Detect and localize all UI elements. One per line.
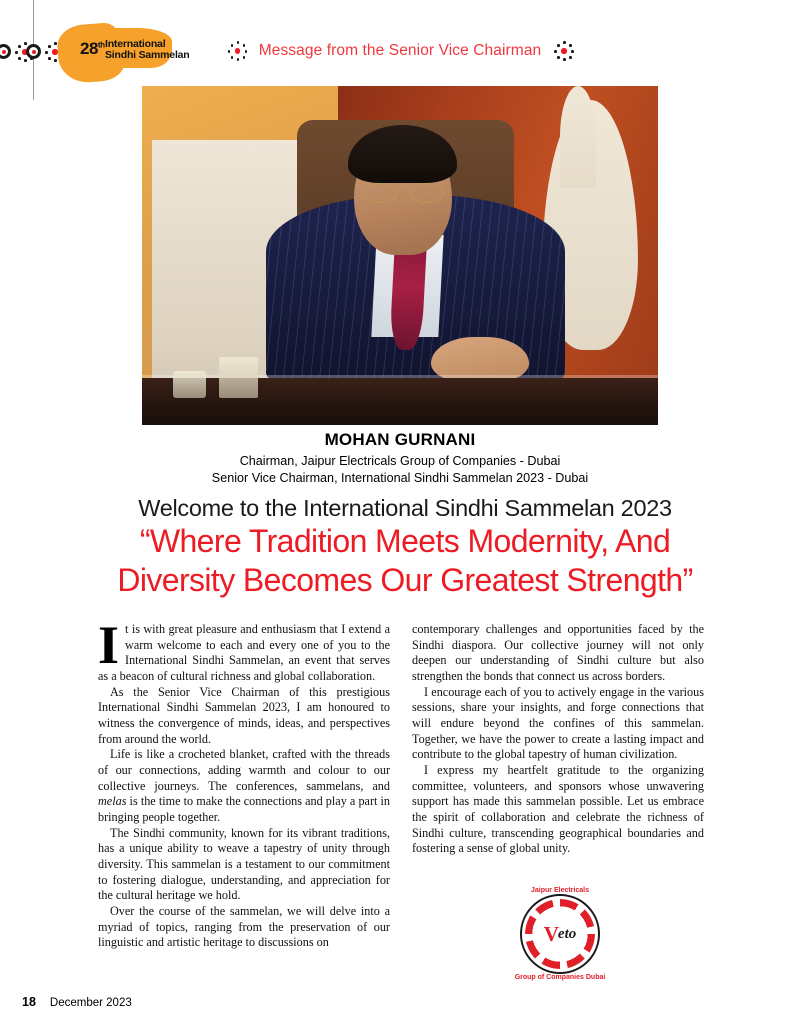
emphasis-melas: melas — [98, 794, 127, 809]
person-role-line-2: Senior Vice Chairman, International Sindhi Sammelan 2023 - Dubai — [211, 471, 589, 486]
paragraph-text: t is with great pleasure and enthusiasm that I extend a warm welcome to each and every one of you to the International Sindhi Sammelan, an event that serves as a beacon of cultural richness and global collaboration. — [98, 622, 390, 684]
paragraph — [98, 904, 390, 951]
page-footer — [22, 995, 132, 1009]
paragraph — [98, 747, 390, 825]
paragraph-text: contemporary challenges and opportunities faced by the Sindhi diaspora. Our collective journey will not only deepen our understanding of Sindhi culture but also strengthen the bonds that connect us across borders. — [412, 622, 704, 684]
paragraph-text: I encourage each of you to actively engage in the various sessions, share your insights, and forge connections that will endure beyond the confines of this sammelan. Together, we have the power to create a lasting impact and contribute to the global tapestry of human civilization. — [412, 684, 704, 762]
portrait-photo — [142, 86, 658, 425]
starburst-icon-left — [227, 41, 247, 61]
paragraph — [98, 826, 390, 904]
logo-line-international: International — [105, 38, 166, 50]
photo-eyeglasses — [364, 183, 444, 203]
sponsor-logo-v: V — [543, 921, 559, 946]
paragraph-text: Over the course of the sammelan, we will delve into a myriad of topics, ranging from the preservation of our linguistic and artistic heritage to discussions on — [98, 904, 390, 950]
paragraph-text-post: is the time to make the connections and play a part in bringing people together. — [98, 794, 390, 825]
article-headline — [60, 495, 750, 599]
photo-caption — [100, 430, 700, 487]
logo-wordmark — [105, 39, 190, 61]
sponsor-logo-jaipur-electricals — [512, 886, 608, 982]
paragraph — [98, 615, 390, 685]
article-column-left — [98, 615, 390, 951]
page-title: Message from the Senior Vice Chairman — [258, 42, 542, 59]
headline-quote-line-2: Diversity Becomes Our Greatest Strength” — [117, 562, 693, 599]
photo-water-glass — [173, 371, 207, 398]
paragraph — [412, 763, 704, 857]
starburst-icon-right — [553, 41, 573, 61]
sponsor-logo-eto: eto — [557, 925, 577, 942]
sammelan-logo — [58, 24, 190, 82]
person-role-line-1: Chairman, Jaipur Electricals Group of Companies - Dubai — [239, 454, 561, 468]
paragraph-text: The Sindhi community, known for its vibrant traditions, has a unique ability to weave a tapestry of unity through diversity. This sammelan is a testament to our commitment to fostering dialogue, understanding, and appreciation for the cultural heritage we hold. — [98, 825, 390, 903]
logo-edition-number: 28th — [80, 39, 105, 58]
ring-dot-ornament — [0, 44, 11, 59]
sponsor-logo-arc-top: Jaipur Electricals — [531, 887, 589, 894]
photo-vase-neck — [560, 86, 596, 188]
paragraph — [412, 685, 704, 763]
page-number: 18 — [22, 995, 36, 1009]
paragraph-text: As the Senior Vice Chairman of this prestigious International Sindhi Sammelan 2023, I am honoured to witness the convergence of minds, ideas, and perspectives from around the world. — [98, 684, 390, 746]
paragraph-text-pre: Life is like a crocheted blanket, crafted with the threads of our connections, adding warmth and colour to our collective journeys. The conferences, sammelans, and — [98, 747, 390, 793]
paragraph — [412, 622, 704, 685]
sponsor-logo-arc-bottom: Group of Companies Dubai — [514, 974, 606, 981]
paragraph — [98, 685, 390, 748]
ring-dot-ornament — [26, 44, 41, 59]
logo-line-sindhi-sammelan: Sindhi Sammelan — [105, 48, 190, 61]
paragraph-text: I express my heartfelt gratitude to the organizing committee, volunteers, and sponsors whose unwavering support has made this sammelan possible. Let us embrace the spirit of collaboration and celebrate the richness of Sindhi culture, transcending geographical boundaries and fostering a sense of global unity. — [412, 763, 704, 856]
sponsor-logo-wordmark — [538, 916, 582, 952]
headline-welcome: Welcome to the International Sindhi Sammelan 2023 — [138, 495, 672, 521]
issue-date: December 2023 — [49, 997, 132, 1009]
photo-tumbler — [219, 357, 258, 398]
page-header — [226, 38, 574, 64]
drop-cap: I — [98, 615, 120, 675]
article-body — [98, 615, 704, 951]
person-name: MOHAN GURNANI — [324, 430, 476, 449]
headline-quote-line-1: “Where Tradition Meets Modernity, And — [139, 523, 671, 560]
